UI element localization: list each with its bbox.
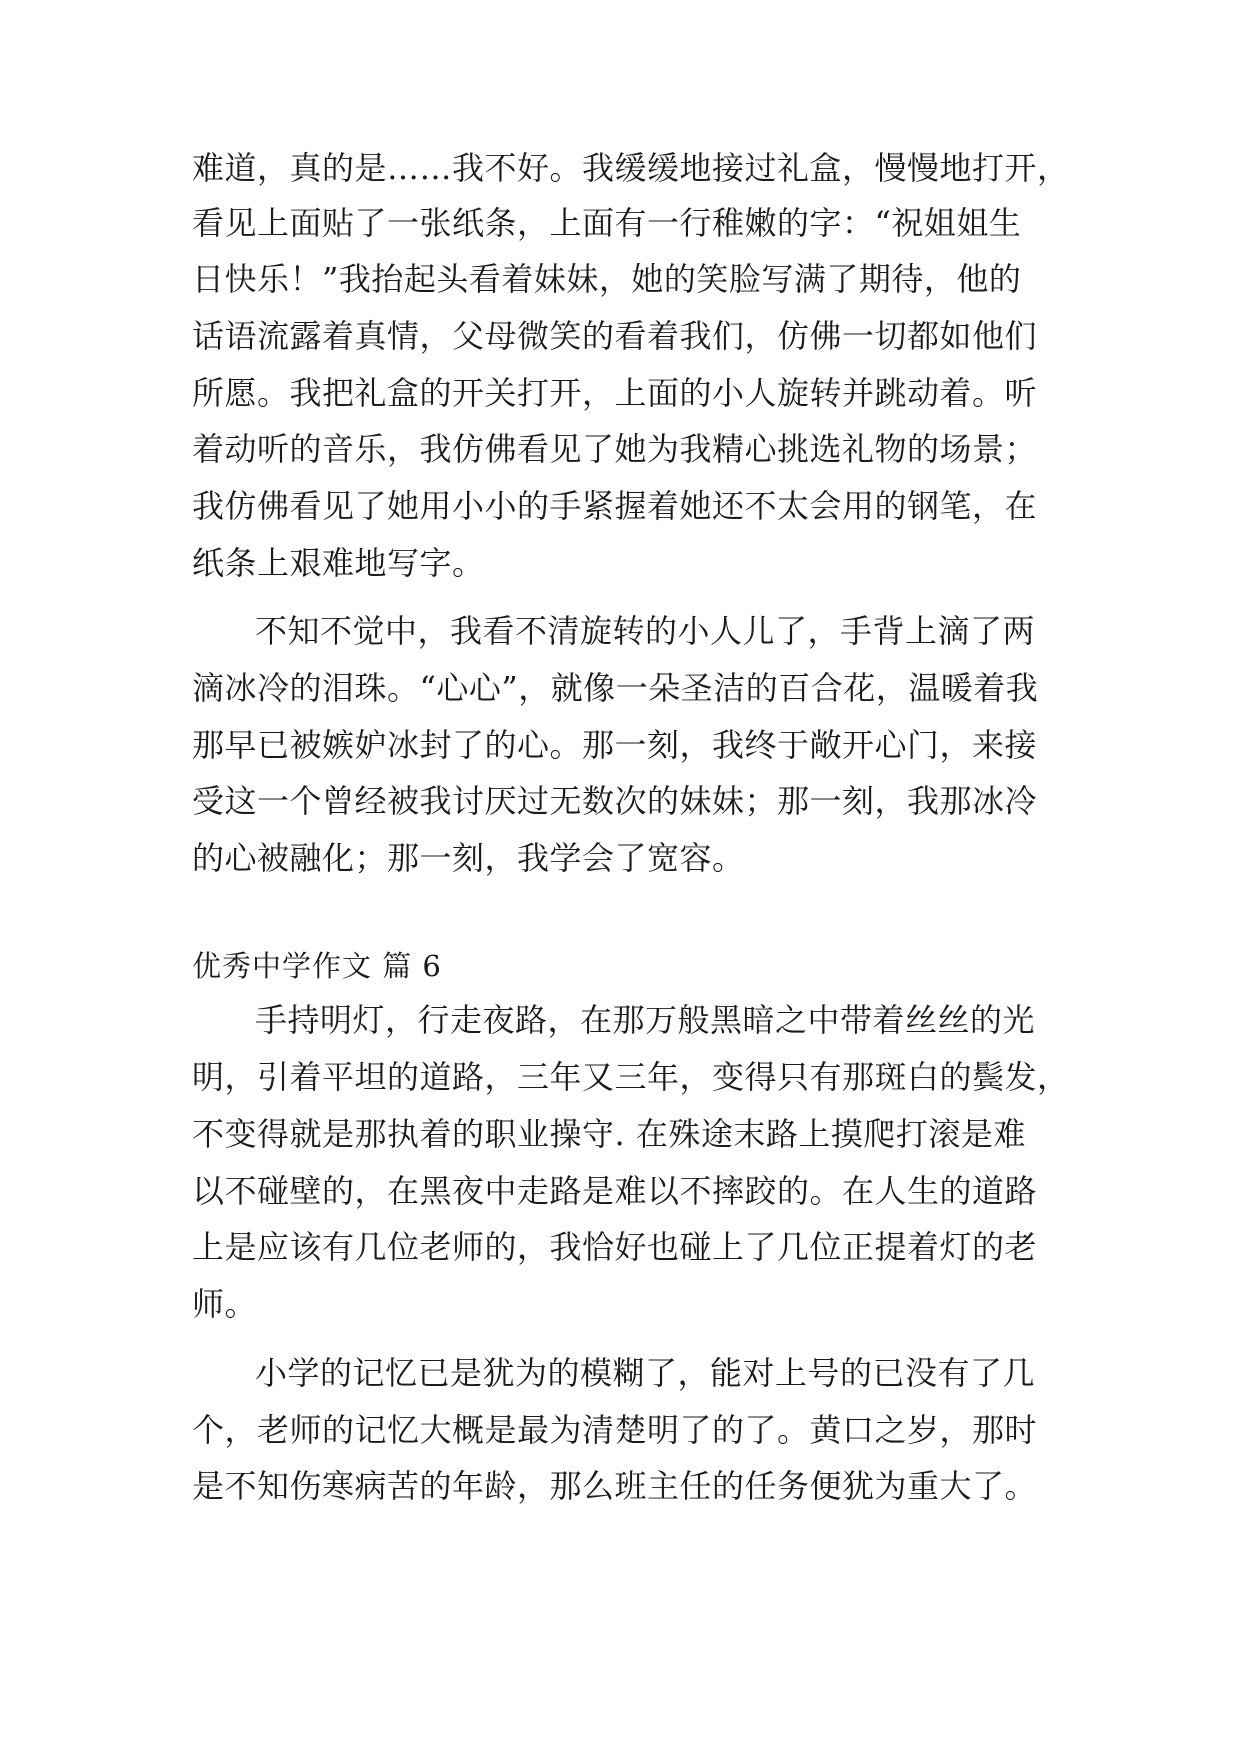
- paragraph-line: 不知不觉中，我看不清旋转的小人儿了，手背上滴了两: [255, 612, 1036, 650]
- section-heading: 优秀中学作文 篇 6: [192, 949, 442, 983]
- paragraph-line: 难道，真的是……我不好。我缓缓地接过礼盒，慢慢地打开，: [192, 149, 1070, 187]
- paragraph-line: 小学的记忆已是犹为的模糊了，能对上号的已没有了几: [255, 1354, 1036, 1392]
- paragraph-line: 所愿。我把礼盒的开关打开，上面的小人旋转并跳动着。听: [192, 374, 1038, 412]
- paragraph-line: 上是应该有几位老师的，我恰好也碰上了几位正提着灯的老: [192, 1228, 1038, 1266]
- paragraph-line: 手持明灯，行走夜路，在那万般黑暗之中带着丝丝的光: [255, 1001, 1036, 1039]
- paragraph-line: 我仿佛看见了她用小小的手紧握着她还不太会用的钢笔，在: [192, 487, 1038, 525]
- paragraph-line: 话语流露着真情，父母微笑的看着我们，仿佛一切都如他们: [192, 317, 1038, 355]
- paragraph-line: 日快乐！”我抬起头看着妹妹，她的笑脸写满了期待，他的: [192, 260, 1022, 298]
- paragraph-line: 个，老师的记忆大概是最为清楚明了的了。黄口之岁，那时: [192, 1411, 1038, 1449]
- paragraph-line: 看见上面贴了一张纸条，上面有一行稚嫩的字：“祝姐姐生: [192, 204, 1022, 242]
- paragraph-line: 滴冰冷的泪珠。“心心”，就像一朵圣洁的百合花，温暖着我: [192, 669, 1039, 707]
- paragraph-line: 师。: [192, 1285, 258, 1323]
- paragraph-line: 是不知伤寒病苦的年龄，那么班主任的任务便犹为重大了。: [192, 1467, 1038, 1505]
- paragraph-line: 明，引着平坦的道路，三年又三年，变得只有那斑白的鬓发，: [192, 1058, 1070, 1096]
- paragraph-line: 着动听的音乐，我仿佛看见了她为我精心挑选礼物的场景；: [192, 430, 1038, 468]
- paragraph-line: 那早已被嫉妒冰封了的心。那一刻，我终于敞开心门，来接: [192, 726, 1038, 764]
- paragraph-line: 不变得就是那执着的职业操守. 在殊途末路上摸爬打滚是难: [192, 1115, 1026, 1153]
- paragraph-line: 纸条上艰难地写字。: [192, 544, 485, 582]
- paragraph-line: 以不碰壁的，在黑夜中走路是难以不摔跤的。在人生的道路: [192, 1172, 1038, 1210]
- paragraph-line: 受这一个曾经被我讨厌过无数次的妹妹；那一刻，我那冰冷: [192, 782, 1038, 820]
- paragraph-line: 的心被融化；那一刻，我学会了宽容。: [192, 839, 745, 877]
